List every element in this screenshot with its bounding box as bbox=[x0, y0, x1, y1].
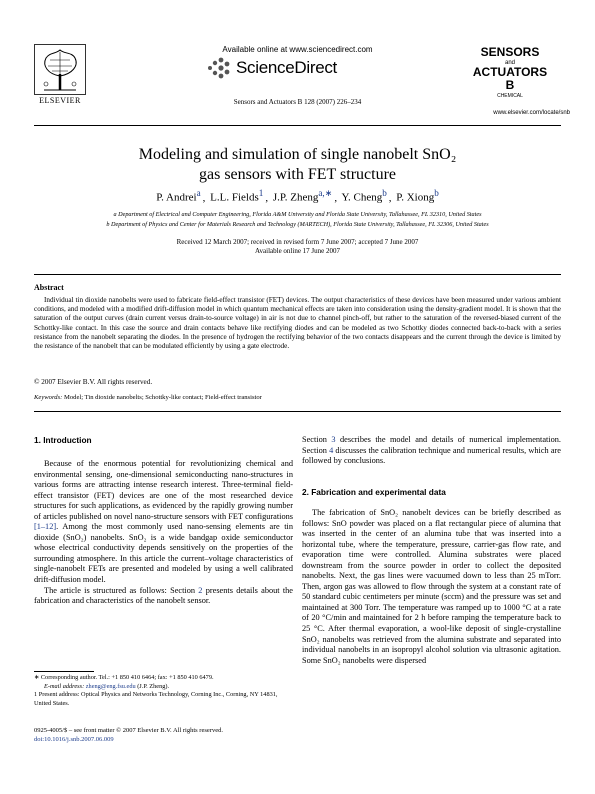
doi-link[interactable]: doi:10.1016/j.snb.2007.06.009 bbox=[34, 736, 114, 743]
sciencedirect-logo[interactable] bbox=[206, 57, 396, 81]
logo-line-b: B bbox=[505, 78, 515, 92]
issn-line: 0925-4005/$ – see front matter © 2007 Elsevier B.V. All rights reserved. bbox=[34, 727, 223, 734]
elsevier-wordmark: ELSEVIER bbox=[39, 96, 81, 105]
section-1-heading: 1. Introduction bbox=[34, 435, 92, 445]
title-line-1: Modeling and simulation of single nanobelt SnO₂ bbox=[138, 146, 457, 163]
section-2-heading: 2. Fabrication and experimental data bbox=[302, 487, 446, 497]
abstract-heading: Abstract bbox=[34, 283, 64, 292]
author-list: P. Andrei$^a$ , L.L. Fields$^1$ , J.P. Zheng$^{a,∗}$ , Y. Cheng$^b$ , P. Xiong$^b$ bbox=[156, 188, 439, 204]
sciencedirect-wordmark: ScienceDirect bbox=[236, 58, 337, 77]
logo-line-chemical: CHEMICAL bbox=[497, 93, 523, 99]
keywords-list: Model; Tin dioxide nanobelts; Schottky-like contact; Field-effect transistor bbox=[63, 394, 262, 401]
paragraph: Section 3 describes the model and details of numerical implementation. Section 4 discusses the calibration technique and numerical results, which are followed by conclusions. bbox=[302, 435, 561, 466]
footnote-corresponding-author: ∗ Corresponding author. Tel.: +1 850 410 6464; fax: +1 850 410 6479. bbox=[34, 674, 214, 681]
abstract-text: Individual tin dioxide nanobelts were used to fabricate field-effect transistor (FET) devices. The output characteristics of these devices have been measured under various ambient conditions, and modeled with a modified drift-diffusion model in which quantum mechanical effects are taken into consideration using the density-gradient model. It is shown that the saturation of the output curves (drain current versus drain-to-source voltage) in air is not due to channel pinch-off, but rather to the saturation of the reversed-biased current of the Schottky-like contact. In this case the source and drain contacts behave like rectifying diodes and can be modeled as two Schottky diodes connected back-to-back with a series resistance from the nanobelt separating the diodes. In the presence of hydrogen the rectifying behavior of the two contacts disappears and the current through the device is limited by the resistance of the nanobelt that can be modulated efficiently by using a gate electrode. bbox=[34, 296, 561, 351]
author-affiliation-link[interactable]: a,∗ bbox=[318, 188, 333, 198]
author-affiliation-link[interactable]: 1 bbox=[258, 188, 264, 198]
available-online-text: Available online at www.sciencedirect.com bbox=[222, 45, 373, 54]
section-2-body bbox=[302, 508, 561, 666]
section-1-body bbox=[34, 459, 293, 607]
affiliation-a: a Department of Electrical and Computer Engineering, Florida A&M University and Florida State University, Tallahassee, FL 32310, United States bbox=[113, 211, 482, 218]
footnote-present-address: 1 Present address: Optical Physics and Networks Technology, Corning Inc., Corning, NY 14831, United States. bbox=[34, 691, 278, 707]
author-affiliation-link[interactable]: b bbox=[382, 188, 387, 198]
section-link[interactable]: 3 bbox=[331, 435, 336, 444]
title-line-2: gas sensors with FET structure bbox=[198, 166, 396, 183]
reference-link[interactable]: [1–12] bbox=[34, 522, 57, 532]
author-affiliation-link[interactable]: b bbox=[434, 188, 439, 198]
section-link[interactable]: 2 bbox=[198, 585, 203, 595]
abstract-copyright: © 2007 Elsevier B.V. All rights reserved. bbox=[34, 378, 153, 386]
header-divider bbox=[34, 125, 561, 126]
author-name: J.P. Zheng bbox=[272, 191, 319, 204]
footnote-divider bbox=[34, 671, 94, 672]
affiliation-b: b Department of Physics and Center for Materials Research and Technology (MARTECH), Florida State University, Tallahassee, FL 32306, United States bbox=[106, 221, 489, 228]
author-affiliation-link[interactable]: a bbox=[196, 188, 201, 198]
paragraph: The fabrication of SnO₂ nanobelt devices can be briefly described as follows: SnO powder was placed on a flat rectangular piece of alumina that was inserted in the center of an alumina tube that was inserted into a horizontal tube, where the temperature, pressure, carrier-gas flow rate, and evaporation time were controlled. Alumina substrates were placed downstream from the source powder in order to collect the deposited nanobelts. Next, the gas lines were vacuumed down to less than 25 mTorr. Then, argon gas was allowed to flow through the system at a constant rate of 50 standard cubic centimeters per minute (sccm) and the pressure was set and maintained at 300 Torr. The temperature was ramped up to 1000 °C at a rate of 20 °C/min and maintained for 2 h before ramping the temperature back to 25 °C. After thermal evaporation, a wool-like deposit of single-crystalline SnO₂ nanobelts was retrieved from the alumina substrate and separated into individual nanobelts in an isopropyl alcohol solution via ultrasonic agitation. Some SnO₂ nanobelts were dispersed bbox=[302, 508, 561, 665]
elsevier-tree-logo-icon bbox=[34, 44, 86, 102]
logo-line-actuators: ACTUATORS bbox=[472, 65, 548, 79]
paragraph: The article is structured as follows: Section 2 presents details about the fabrication and characteristics of the nanobelt sensor. bbox=[34, 585, 293, 606]
section-1-continuation bbox=[302, 435, 561, 467]
email-link[interactable]: zheng@eng.fsu.edu bbox=[85, 682, 136, 690]
online-date: Available online 17 June 2007 bbox=[254, 247, 341, 255]
sensors-actuators-logo bbox=[466, 44, 554, 100]
article-title bbox=[0, 145, 595, 185]
author-name: L.L. Fields bbox=[210, 191, 259, 204]
keywords-bottom-divider bbox=[34, 411, 561, 412]
author-name: P. Andrei bbox=[156, 191, 197, 204]
section-link[interactable]: 4 bbox=[329, 445, 334, 455]
journal-url-link[interactable]: www.elsevier.com/locate/snb bbox=[493, 110, 570, 116]
paragraph: Because of the enormous potential for revolutionizing chemical and environmental sensing, one-dimensional semiconducting nano-structures in various forms are attracting intense research interest. Three-terminal field-effect transistor (FET) devices are one of the most researched device structures for such applications, as evidenced by the rapidly growing number of articles published on novel nano-structure sensors with FET configurations [1–12]. Among the most commonly used nano-sensing elements are tin dioxide (SnO₂) nanobelts. SnO₂ is a wide bandgap oxide semiconductor whose electrical conductivity depends sensitively on the properties of the surrounding atmosphere. In this article the current–voltage characteristics of single-nanobelt FETs are presented and modeled by using a well calibrated drift-diffusion model. bbox=[34, 459, 293, 585]
article-dates: Received 12 March 2007; received in revised form 7 June 2007; accepted 7 June 2007 bbox=[176, 238, 419, 246]
footnote-email: E-mail address: zheng@eng.fsu.edu (J.P. Zheng). bbox=[44, 682, 170, 690]
logo-line-sensors: SENSORS bbox=[480, 45, 540, 59]
logo-line-and: and bbox=[504, 60, 516, 66]
journal-reference: Sensors and Actuators B 128 (2007) 226–234 bbox=[233, 98, 362, 106]
abstract-top-divider bbox=[34, 274, 561, 275]
author-name: Y. Cheng bbox=[341, 191, 383, 204]
keywords-label: Keywords: bbox=[34, 394, 63, 401]
author-name: P. Xiong bbox=[396, 191, 435, 204]
sciencedirect-dots-icon bbox=[206, 57, 232, 79]
keywords bbox=[34, 394, 262, 401]
